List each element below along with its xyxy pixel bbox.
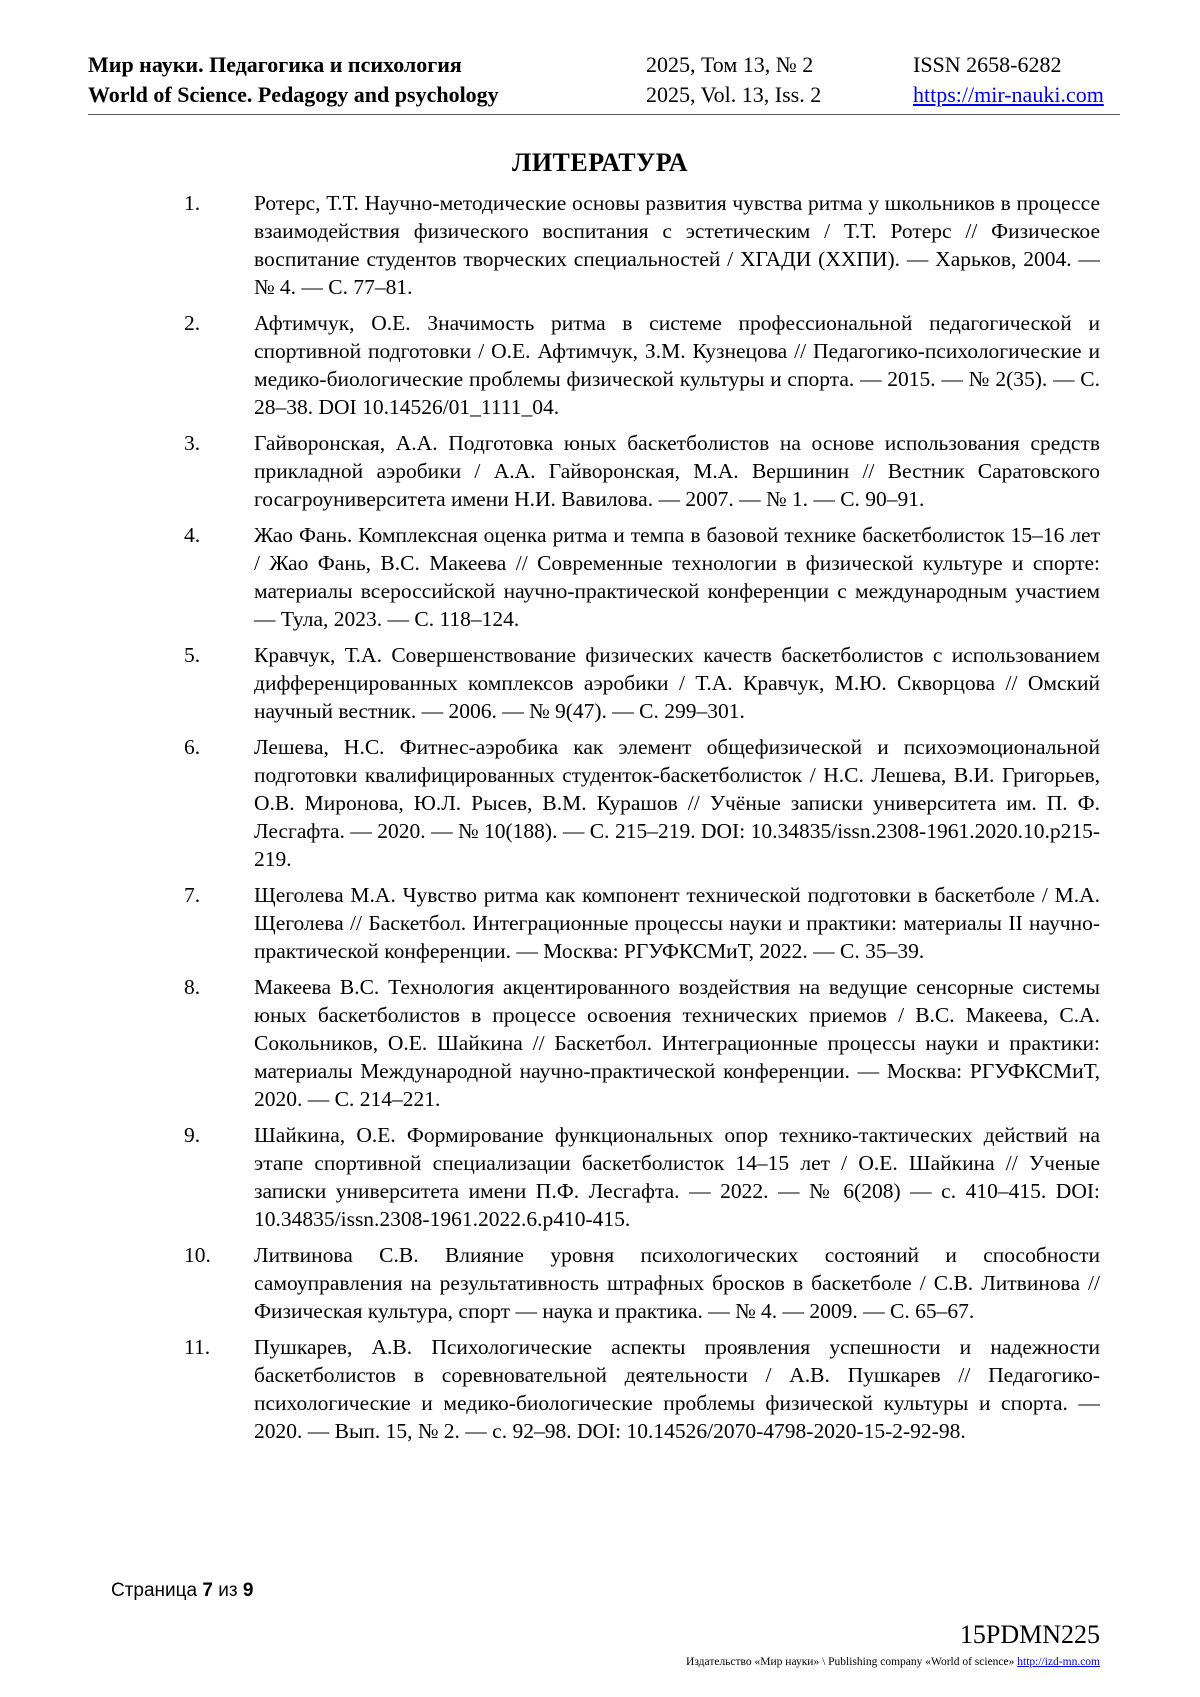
reference-number: 4.: [184, 523, 201, 547]
page-number: [111, 1580, 253, 1602]
reference-item: [184, 973, 1100, 1113]
reference-item: [184, 189, 1100, 301]
reference-item: [184, 429, 1100, 513]
journal-title-en: World of Science. Pedagogy and psychology: [88, 82, 499, 107]
reference-text: Афтимчук, О.Е. Значимость ритма в системе профессиональной педагогической и спортивной подготовки / О.Е. Афтимчук, З.М. Кузнецова // Педагогико-психологические и медико-биологические проблемы физической культуры и спорта. — 2015. — № 2(35). — С. 28–38. DOI 10.14526/01_1111_04.: [254, 311, 1100, 419]
reference-number: 3.: [184, 431, 201, 455]
reference-number: 11.: [184, 1335, 211, 1359]
page-current: 7: [202, 1580, 213, 1601]
reference-item: [184, 521, 1100, 633]
page-label: Страница: [111, 1580, 198, 1601]
reference-item: [184, 1333, 1100, 1445]
issue-block: [646, 50, 821, 110]
page-header: [88, 50, 1120, 115]
page-of: из: [218, 1580, 238, 1601]
reference-text: Пушкарев, А.В. Психологические аспекты проявления успешности и надежности баскетболистов в соревновательной деятельности / А.В. Пушкарев // Педагогико-психологические и медико-биологические проблемы физической культуры и спорта. — 2020. — Вып. 15, № 2. — с. 92–98. DOI: 10.14526/2070-4798-2020-15-2-92-98.: [254, 1335, 1100, 1443]
reference-text: Щеголева М.А. Чувство ритма как компонент технической подготовки в баскетболе / М.А. Щеголева // Баскетбол. Интеграционные процессы науки и практики: материалы II научно-практической конференции. — Москва: РГУФКСМиТ, 2022. — С. 35–39.: [254, 883, 1100, 963]
reference-item: [184, 641, 1100, 725]
reference-text: Ротерс, Т.Т. Научно-методические основы развития чувства ритма у школьников в процессе взаимодействия физического воспитания с эстетическим / Т.Т. Ротерс // Физическое воспитание студентов творческих специальностей / ХГАДИ (ХХПИ). — Харьков, 2004. — № 4. — С. 77–81.: [254, 191, 1100, 299]
reference-number: 5.: [184, 643, 201, 667]
reference-text: Литвинова С.В. Влияние уровня психологических состояний и способности самоуправления на результативность штрафных бросков в баскетболе / С.В. Литвинова // Физическая культура, спорт — наука и практика. — № 4. — 2009. — С. 65–67.: [254, 1243, 1100, 1323]
issn: ISSN 2658-6282: [913, 52, 1062, 77]
reference-number: 6.: [184, 735, 201, 759]
journal-title-block: [88, 50, 499, 110]
reference-number: 10.: [184, 1243, 211, 1267]
publisher-text: Издательство «Мир науки» \ Publishing company «World of science»: [686, 1656, 1015, 1668]
reference-text: Макеева В.С. Технология акцентированного воздействия на ведущие сенсорные системы юных баскетболистов в процессе освоения технических приемов / В.С. Макеева, С.А. Сокольников, О.Е. Шайкина // Баскетбол. Интеграционные процессы науки и практики: материалы Международной научно-практической конференции. — Москва: РГУФКСМиТ, 2020. — С. 214–221.: [254, 975, 1100, 1111]
reference-text: Лешева, Н.С. Фитнес-аэробика как элемент общефизической и психоэмоциональной подготовки квалифицированных студенток-баскетболисток / Н.С. Лешева, В.И. Григорьев, О.В. Миронова, Ю.Л. Рысев, В.М. Курашов // Учёные записки университета им. П. Ф. Лесгафта. — 2020. — № 10(188). — С. 215–219. DOI: 10.34835/issn.2308-1961.2020.10.p215-219.: [254, 735, 1100, 871]
reference-item: [184, 881, 1100, 965]
reference-item: [184, 1241, 1100, 1325]
reference-number: 9.: [184, 1123, 201, 1147]
references-list: [184, 189, 1100, 1453]
issn-block: [913, 50, 1104, 110]
journal-title-ru: Мир науки. Педагогика и психология: [88, 52, 462, 77]
reference-item: [184, 733, 1100, 873]
reference-text: Гайворонская, А.А. Подготовка юных баскетболистов на основе использования средств прикладной аэробики / А.А. Гайворонская, М.А. Вершинин // Вестник Саратовского госагроуниверситета имени Н.И. Вавилова. — 2007. — № 1. — С. 90–91.: [254, 431, 1100, 511]
publisher-line: [686, 1656, 1100, 1668]
issue-ru: 2025, Том 13, № 2: [646, 52, 814, 77]
reference-text: Жао Фань. Комплексная оценка ритма и темпа в базовой технике баскетболисток 15–16 лет / Жао Фань, В.С. Макеева // Современные технологии в физической культуре и спорте: материалы всероссийской научно-практической конференции с международным участием — Тула, 2023. — С. 118–124.: [254, 523, 1100, 631]
journal-url-link[interactable]: https://mir-nauki.com: [913, 82, 1104, 107]
reference-number: 2.: [184, 311, 201, 335]
issue-en: 2025, Vol. 13, Iss. 2: [646, 82, 822, 107]
reference-number: 7.: [184, 883, 201, 907]
reference-item: [184, 309, 1100, 421]
reference-text: Кравчук, Т.А. Совершенствование физических качеств баскетболистов с использованием дифференцированных комплексов аэробики / Т.А. Кравчук, М.Ю. Скворцова // Омский научный вестник. — 2006. — № 9(47). — С. 299–301.: [254, 643, 1100, 723]
reference-item: [184, 1121, 1100, 1233]
reference-number: 1.: [184, 191, 201, 215]
references-title: ЛИТЕРАТУРА: [511, 148, 689, 177]
publisher-link[interactable]: http://izd-mn.com: [1017, 1656, 1100, 1668]
reference-number: 8.: [184, 975, 201, 999]
article-code: 15PDMN225: [959, 1620, 1100, 1649]
page-total: 9: [242, 1580, 254, 1601]
reference-text: Шайкина, О.Е. Формирование функциональных опор технико-тактических действий на этапе спортивной специализации баскетболисток 14–15 лет / О.Е. Шайкина // Ученые записки университета имени П.Ф. Лесгафта. — 2022. — № 6(208) — с. 410–415. DOI: 10.34835/issn.2308-1961.2022.6.p410-415.: [254, 1123, 1100, 1231]
